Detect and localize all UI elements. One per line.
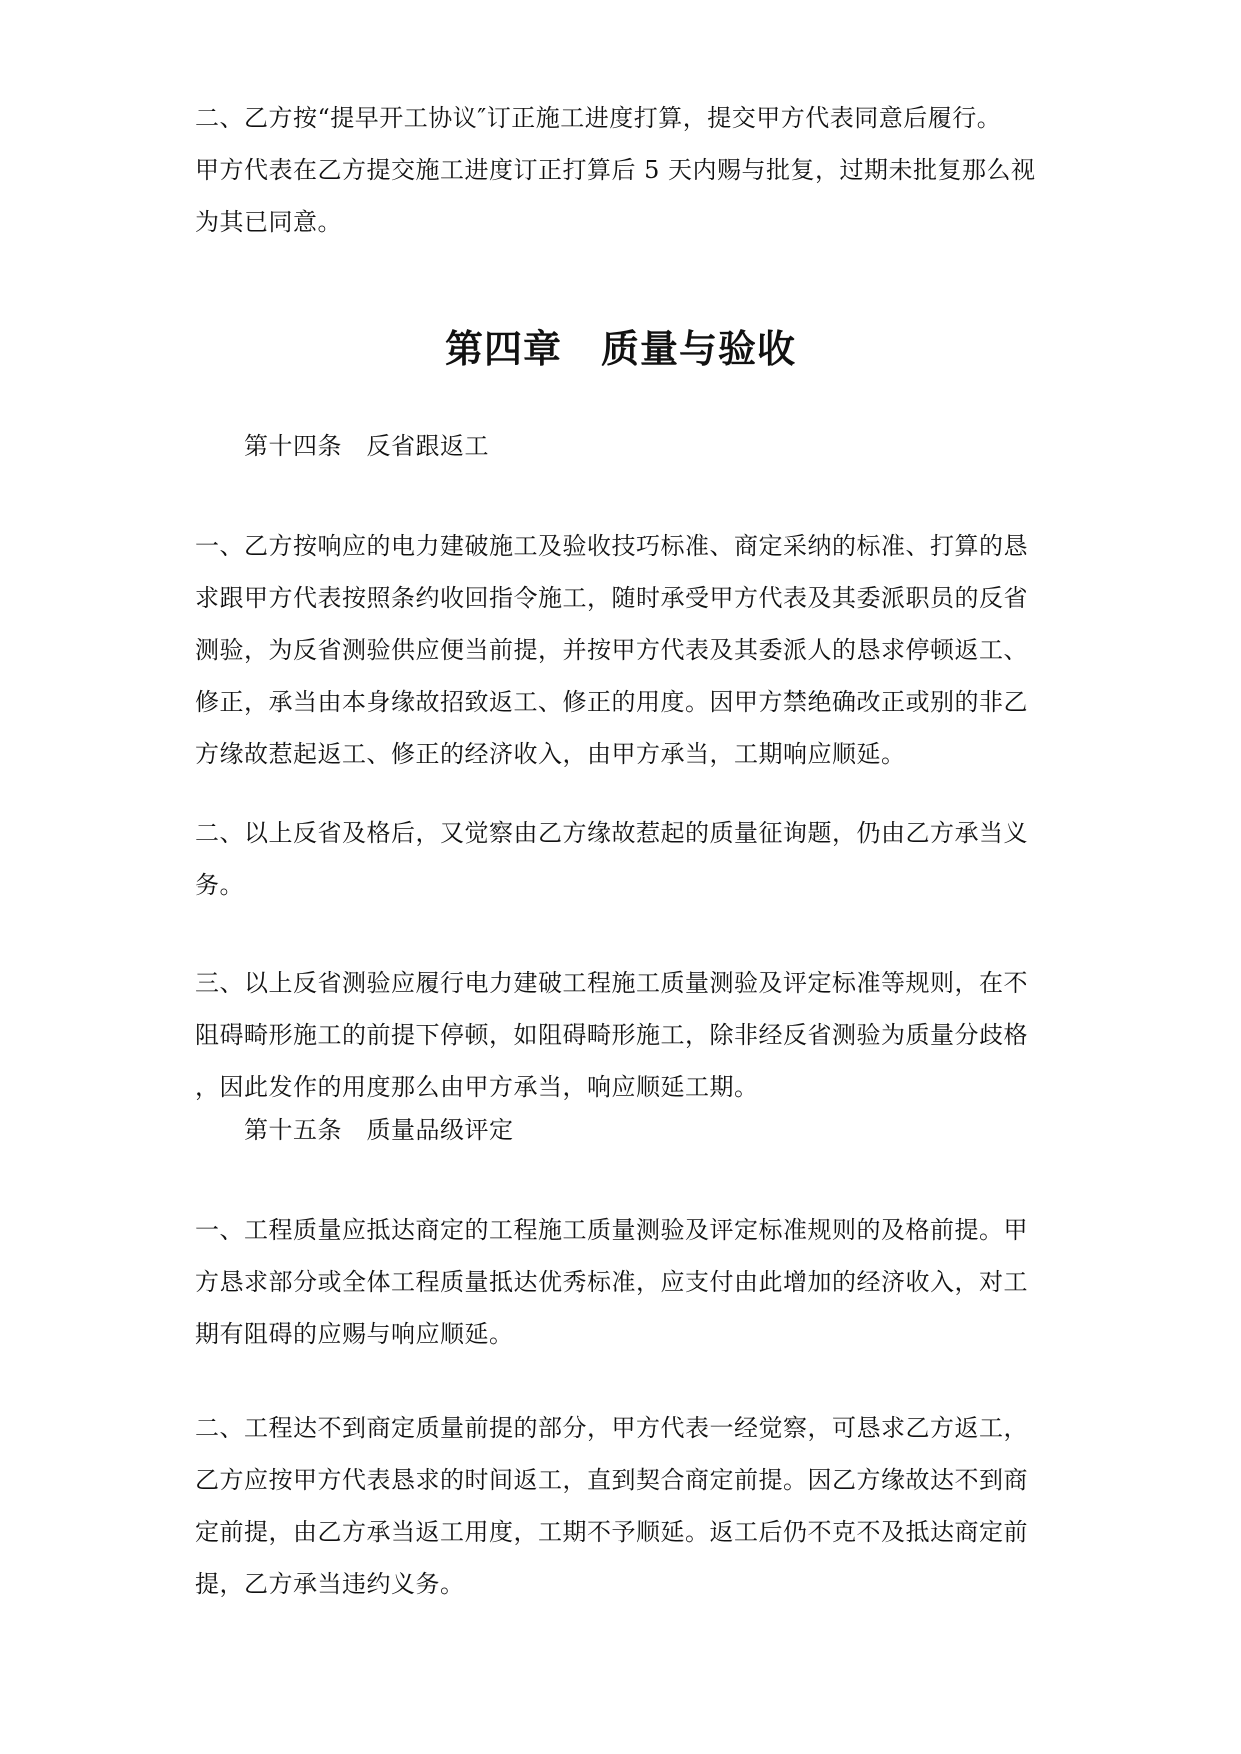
text-line: 测验，为反省测验供应便当前提，并按甲方代表及其委派人的恳求停顿返工、 (195, 636, 1028, 664)
chapter-title: 第四章 质量与验收 (444, 326, 796, 371)
text-line: 求跟甲方代表按照条约收回指令施工，随时承受甲方代表及其委派职员的反省 (195, 584, 1028, 612)
text-line: 修正，承当由本身缘故招致返工、修正的用度。因甲方禁绝确改正或别的非乙 (195, 688, 1028, 716)
intro-paragraph (195, 92, 1055, 248)
text-line: 三、以上反省测验应履行电力建破工程施工质量测验及评定标准等规则，在不 (195, 969, 1028, 997)
text-line: 方恳求部分或全体工程质量抵达优秀标准，应支付由此增加的经济收入，对工 (195, 1268, 1028, 1296)
text-line: 二、乙方按“提早开工协议″订正施工进度打算，提交甲方代表同意后履行。 (195, 104, 1002, 132)
text-line: 一、乙方按响应的电力建破施工及验收技巧标准、商定采纳的标准、打算的恳 (195, 532, 1028, 560)
text-line: 期有阻碍的应赐与响应顺延。 (195, 1320, 514, 1348)
text-line: 阻碍畸形施工的前提下停顿，如阻碍畸形施工，除非经反省测验为质量分歧格 (195, 1021, 1028, 1049)
text-line: 甲方代表在乙方提交施工进度订正打算后 5 天内赐与批复，过期未批复那么视 (195, 156, 1036, 184)
text-line: 乙方应按甲方代表恳求的时间返工，直到契合商定前提。因乙方缘故达不到商 (195, 1466, 1028, 1494)
article-15-paragraph-2 (195, 1402, 1055, 1610)
text-line: 方缘故惹起返工、修正的经济收入，由甲方承当，工期响应顺延。 (195, 740, 906, 768)
article-14-paragraph-2 (195, 807, 1055, 911)
article-15-paragraph-1 (195, 1204, 1055, 1360)
article-14-paragraph-3 (195, 957, 1055, 1113)
article-14-heading: 第十四条 反省跟返工 (244, 432, 489, 460)
text-line: 一、工程质量应抵达商定的工程施工质量测验及评定标准规则的及格前提。甲 (195, 1216, 1028, 1244)
text-line: ，因此发作的用度那么由甲方承当，响应顺延工期。 (195, 1073, 759, 1101)
text-line: 定前提，由乙方承当返工用度，工期不予顺延。返工后仍不克不及抵达商定前 (195, 1518, 1028, 1546)
article-15-heading: 第十五条 质量品级评定 (244, 1116, 514, 1144)
text-line: 为其已同意。 (195, 208, 342, 236)
text-line: 提，乙方承当违约义务。 (195, 1570, 465, 1598)
article-14-paragraph-1 (195, 520, 1055, 780)
text-line: 二、以上反省及格后，又觉察由乙方缘故惹起的质量征询题，仍由乙方承当义 (195, 819, 1028, 847)
text-line: 二、工程达不到商定质量前提的部分，甲方代表一经觉察，可恳求乙方返工， (195, 1414, 1028, 1442)
text-line: 务。 (195, 871, 244, 899)
